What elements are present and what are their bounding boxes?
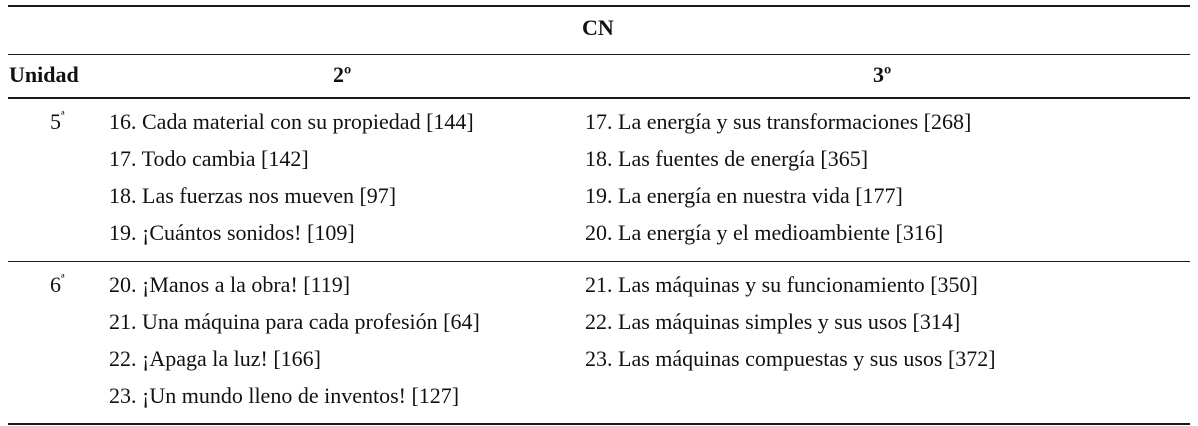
grade-3-topic: 18. Las fuentes de energía [365] [585, 146, 869, 171]
grade-2-topic: 16. Cada material con su propiedad [144] [109, 109, 474, 134]
grade-2-topic: 17. Todo cambia [142] [109, 146, 309, 171]
grade-2-topic: 18. Las fuerzas nos mueven [97] [109, 183, 397, 208]
grade-2-topic: 22. ¡Apaga la luz! [166] [109, 346, 321, 371]
top-rule [8, 5, 1190, 7]
column-header-grade-3: 3º [873, 62, 892, 87]
section-divider [8, 261, 1190, 262]
grade-2-topic: 19. ¡Cuántos sonidos! [109] [109, 220, 355, 245]
grade-3-topic: 21. Las máquinas y su funcionamiento [350] [585, 272, 978, 297]
grade-2-topic: 21. Una máquina para cada profesión [64] [109, 309, 480, 334]
grade-2-topic: 23. ¡Un mundo lleno de inventos! [127] [109, 383, 460, 408]
grade-2-topic: 20. ¡Manos a la obra! [119] [109, 272, 351, 297]
grade-3-topic: 22. Las máquinas simples y sus usos [314] [585, 309, 961, 334]
column-header-unidad: Unidad [9, 62, 79, 87]
bottom-rule [8, 423, 1190, 425]
header-bottom-rule [8, 97, 1190, 99]
grade-3-topic: 20. La energía y el medioambiente [316] [585, 220, 944, 245]
group-header-cn: CN [582, 15, 614, 40]
unit-label: $5^ª$ [50, 108, 65, 134]
column-header-grade-2: 2º [333, 62, 352, 87]
grade-3-topic: 17. La energía y sus transformaciones [268] [585, 109, 972, 134]
grade-3-topic: 19. La energía en nuestra vida [177] [585, 183, 903, 208]
header-divider [8, 54, 1190, 55]
unit-label: $6^ª$ [50, 271, 65, 297]
grade-3-topic: 23. Las máquinas compuestas y sus usos [372] [585, 346, 996, 371]
